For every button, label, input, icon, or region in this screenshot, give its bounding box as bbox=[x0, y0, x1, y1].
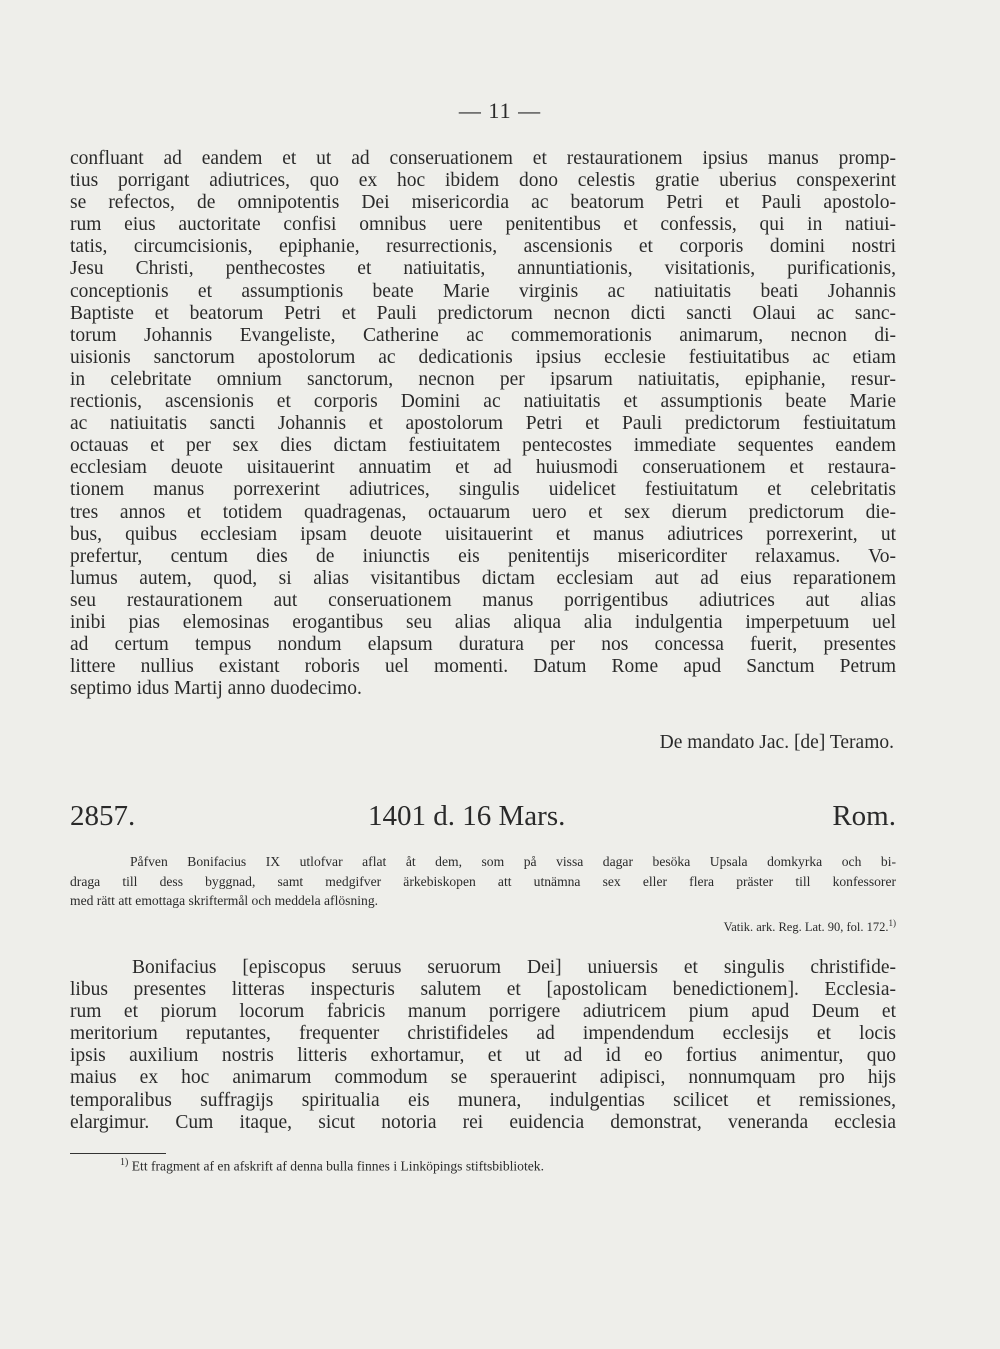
text-line: rum et piorum locorum fabricis manum porrigere adiutricem pium apud Deum et bbox=[70, 1001, 896, 1023]
text-line: rectionis, ascensionis et corporis Domini ac natiuitatis et assumptionis beate Marie bbox=[70, 391, 896, 413]
text-line: Baptiste et beatorum Petri et Pauli predictorum necnon dicti sancti Olaui ac sanc- bbox=[70, 302, 896, 324]
text-line: libus presentes litteras inspecturis salutem et [apostolicam benedictionem]. Ecclesia- bbox=[70, 979, 896, 1001]
text-line: uisionis sanctorum apostolorum ac dedicationis ipsius ecclesie festiuitatibus ac etiam bbox=[70, 346, 896, 368]
text-line: temporalibus suffragijs spiritualia eis munera, indulgentias scilicet et remissiones, bbox=[70, 1089, 896, 1111]
body-paragraph-continued bbox=[70, 148, 896, 700]
text-line: ipsis auxilium nostris litteris exhortamur, et ut ad id eo fortius animentur, quo bbox=[70, 1045, 896, 1067]
text-line: tius porrigant adiutrices, quo ex hoc ibidem dono celestis gratie uberius conspexerint bbox=[70, 170, 896, 192]
text-line: elargimur. Cum itaque, sicut notoria rei euidencia demonstrat, veneranda ecclesia bbox=[70, 1111, 896, 1133]
page-number: — 11 — bbox=[458, 98, 542, 123]
text-line: tres annos et totidem quadragenas, octauarum uero et sex dierum predictorum die- bbox=[70, 501, 896, 523]
entry-number: 2857. bbox=[70, 800, 136, 832]
text-line: Jesu Christi, penthecostes et natiuitatis, annuntiationis, visitationis, purificationis, bbox=[70, 258, 896, 280]
text-line: prefertur, centum dies de iniunctis eis penitentijs misericorditer relaxamus. Vo- bbox=[70, 545, 896, 567]
entry-summary bbox=[70, 852, 896, 911]
entry-date: 1401 d. 16 Mars. bbox=[368, 800, 566, 832]
footnote-text: Ett fragment af en afskrift af denna bulla finnes i Linköpings stiftsbibliotek. bbox=[131, 1158, 544, 1174]
text-line: torum Johannis Evangeliste, Catherine ac commemorationis animarum, necnon di- bbox=[70, 324, 896, 346]
body-paragraph-bull bbox=[70, 957, 896, 1134]
footnote bbox=[120, 1157, 544, 1175]
entry-place: Rom. bbox=[832, 800, 896, 832]
summary-line: draga till dess byggnad, samt medgifver ärkebiskopen att utnämna sex eller flera präster till konfessorer bbox=[70, 873, 896, 889]
text-line: in celebritate omnium sanctorum, necnon per ipsarum natiuitatis, epiphanie, resur- bbox=[70, 368, 896, 390]
text-line: se refectos, de omnipotentis Dei misericordia ac beatorum Petri et Pauli apostolo- bbox=[70, 192, 896, 214]
text-line: octauas et per sex dies dictam festiuitatem pentecostes immediate sequentes eandem bbox=[70, 435, 896, 457]
text-line: lumus autem, quod, si alias visitantibus dictam ecclesiam aut ad eius reparationem bbox=[70, 567, 896, 589]
text-line: maius ex hoc animarum commodum se sperauerint adipisci, nonnumquam pro hijs bbox=[70, 1067, 896, 1089]
source-reference-text: Vatik. ark. Reg. Lat. 90, fol. 172. bbox=[723, 920, 889, 935]
text-line: meritorium reputantes, frequenter christifideles ad impendendum ecclesijs et locis bbox=[70, 1023, 896, 1045]
text-line: inibi pias elemosinas erogantibus seu alias aliqua alia indulgentia imperpetuum uel bbox=[70, 611, 896, 633]
text-line: tionem manus porrexerint adiutrices, singulis uidelicet festiuitatum et celebritatis bbox=[70, 479, 896, 501]
text-line: confluant ad eandem et ut ad conseruationem et restaurationem ipsius manus promp- bbox=[70, 148, 896, 169]
text-line: ad certum tempus nondum elapsum duratura per nos concessa fuerit, presentes bbox=[70, 634, 896, 656]
footnote-marker: 1) bbox=[888, 918, 896, 928]
text-line: littere nullius existant roboris uel momenti. Datum Rome apud Sanctum Petrum bbox=[70, 656, 896, 678]
text-line: tatis, circumcisionis, epiphanie, resurrectionis, ascensionis et corporis domini nostri bbox=[70, 236, 896, 258]
entry-header bbox=[70, 800, 896, 836]
text-line: ecclesiam deuote uisitauerint annuatim et ad huiusmodi conseruationem et restaura- bbox=[70, 457, 896, 479]
signature-line: De mandato Jac. [de] Teramo. bbox=[659, 732, 894, 753]
summary-line: med rätt att emottaga skriftermål och meddela aflösning. bbox=[70, 893, 379, 908]
footnote-divider bbox=[70, 1153, 166, 1154]
text-line: bus, quibus ecclesiam ipsam deuote uisitauerint et manus adiutrices porrexerint, ut bbox=[70, 523, 896, 545]
text-line: septimo idus Martij anno duodecimo. bbox=[70, 678, 362, 700]
text-line: conceptionis et assumptionis beate Marie virginis ac natiuitatis beati Johannis bbox=[70, 280, 896, 302]
text-line: ac natiuitatis sancti Johannis et apostolorum Petri et Pauli predictorum festiuitatum bbox=[70, 413, 896, 435]
text-line: seu restaurationem aut conseruationem manus porrigentibus adiutrices aut alias bbox=[70, 589, 896, 611]
footnote-mark: 1) bbox=[120, 1157, 129, 1168]
source-reference bbox=[724, 918, 896, 935]
summary-line: Påfven Bonifacius IX utlofvar aflat åt dem, som på vissa dagar besöka Upsala domkyrka och bi- bbox=[130, 854, 896, 869]
text-line: Bonifacius [episcopus seruus seruorum Dei] uniuersis et singulis christifide- bbox=[132, 957, 896, 978]
text-line: rum eius auctoritate confisi omnibus uere penitentibus et confessis, qui in natiui- bbox=[70, 214, 896, 236]
